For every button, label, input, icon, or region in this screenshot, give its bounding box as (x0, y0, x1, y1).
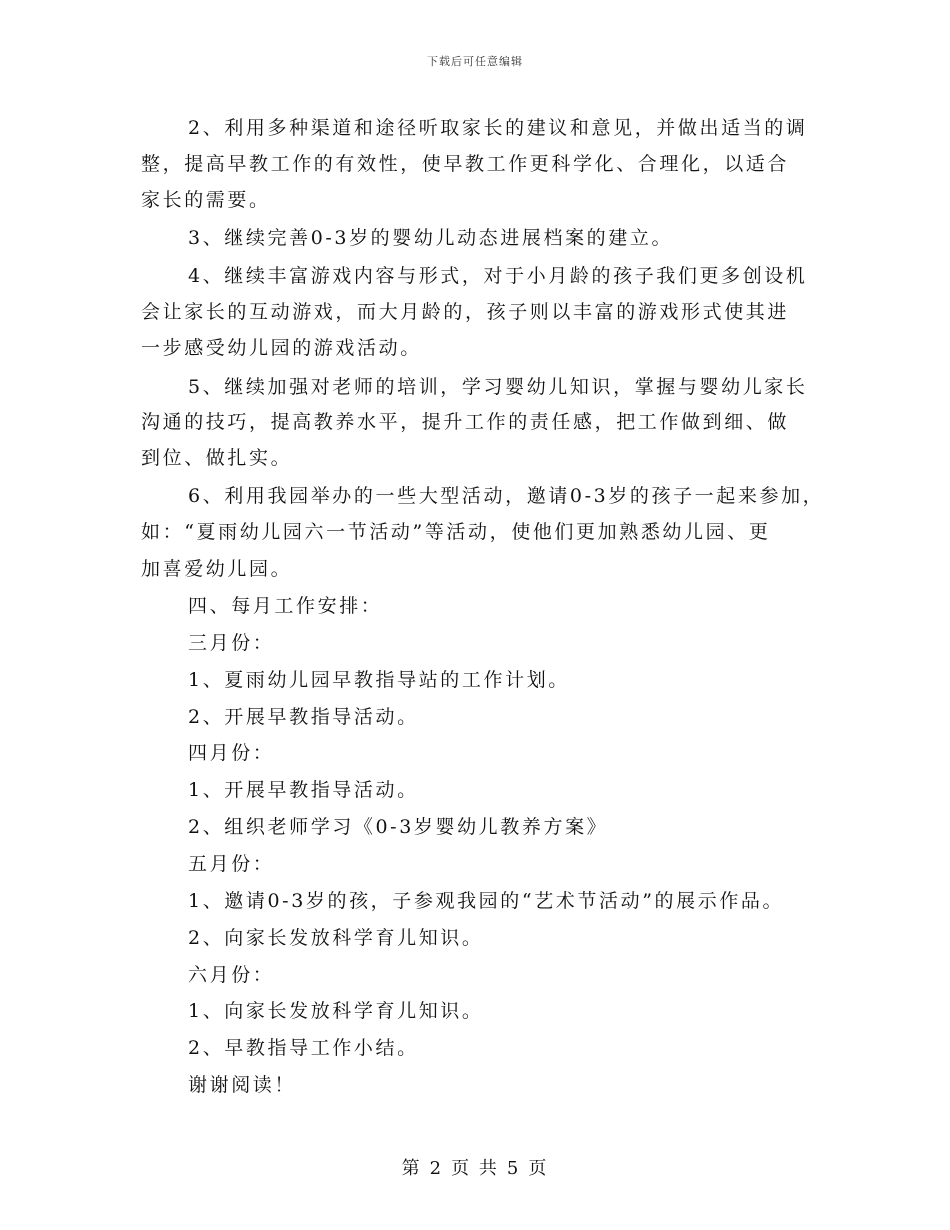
paragraph-line: 加喜爱幼儿园。 (141, 558, 293, 580)
closing-text: 谢谢阅读！ (188, 1074, 297, 1096)
paragraph-line: 会让家长的互动游戏，而大月龄的，孩子则以丰富的游戏形式使其进 (141, 301, 790, 323)
footer-suffix: 页 (528, 1158, 549, 1179)
paragraph-line: 4、继续丰富游戏内容与形式，对于小月龄的孩子我们更多创设机 (188, 265, 808, 287)
section-heading: 四、每月工作安排： (188, 595, 383, 617)
paragraph-line: 6、利用我园举办的一些大型活动，邀请0-3岁的孩子一起来参加， (188, 485, 825, 507)
paragraph-line: 2、利用多种渠道和途径听取家长的建议和意见，并做出适当的调 (188, 117, 808, 139)
month-heading: 五月份： (188, 853, 275, 875)
list-item: 1、向家长发放科学育儿知识。 (188, 1000, 484, 1022)
page-header: 下载后可任意编辑 (427, 55, 523, 68)
list-item: 2、向家长发放科学育儿知识。 (188, 927, 484, 949)
month-heading: 三月份： (188, 632, 275, 654)
paragraph-line: 沟通的技巧，提高教养水平，提升工作的责任感，把工作做到细、做 (141, 411, 790, 433)
list-item: 2、组织老师学习《0-3岁婴幼儿教养方案》 (188, 816, 609, 838)
paragraph-line: 家长的需要。 (141, 189, 271, 211)
month-heading: 四月份： (188, 742, 275, 764)
footer-middle: 页 共 (451, 1158, 499, 1179)
list-item: 1、邀请0-3岁的孩，子参观我园的“艺术节活动”的展示作品。 (188, 890, 785, 912)
month-heading: 六月份： (188, 964, 275, 986)
list-item: 2、开展早教指导活动。 (188, 706, 419, 728)
paragraph-line: 3、继续完善0-3岁的婴幼儿动态进展档案的建立。 (188, 227, 674, 249)
paragraph-line: 到位、做扎实。 (141, 447, 293, 469)
paragraph-line: 5、继续加强对老师的培训，学习婴幼儿知识，掌握与婴幼儿家长 (188, 376, 808, 398)
footer-prefix: 第 (401, 1158, 422, 1179)
paragraph-line: 如：“夏雨幼儿园六一节活动”等活动，使他们更加熟悉幼儿园、更 (141, 521, 771, 543)
current-page-number: 2 (429, 1158, 444, 1179)
paragraph-line: 整，提高早教工作的有效性，使早教工作更科学化、合理化，以适合 (141, 153, 790, 175)
list-item: 1、开展早教指导活动。 (188, 779, 419, 801)
total-page-number: 5 (506, 1158, 521, 1179)
paragraph-line: 一步感受幼儿园的游戏活动。 (141, 337, 422, 359)
page-footer (0, 1154, 950, 1180)
list-item: 1、夏雨幼儿园早教指导站的工作计划。 (188, 669, 570, 691)
list-item: 2、早教指导工作小结。 (188, 1037, 419, 1059)
